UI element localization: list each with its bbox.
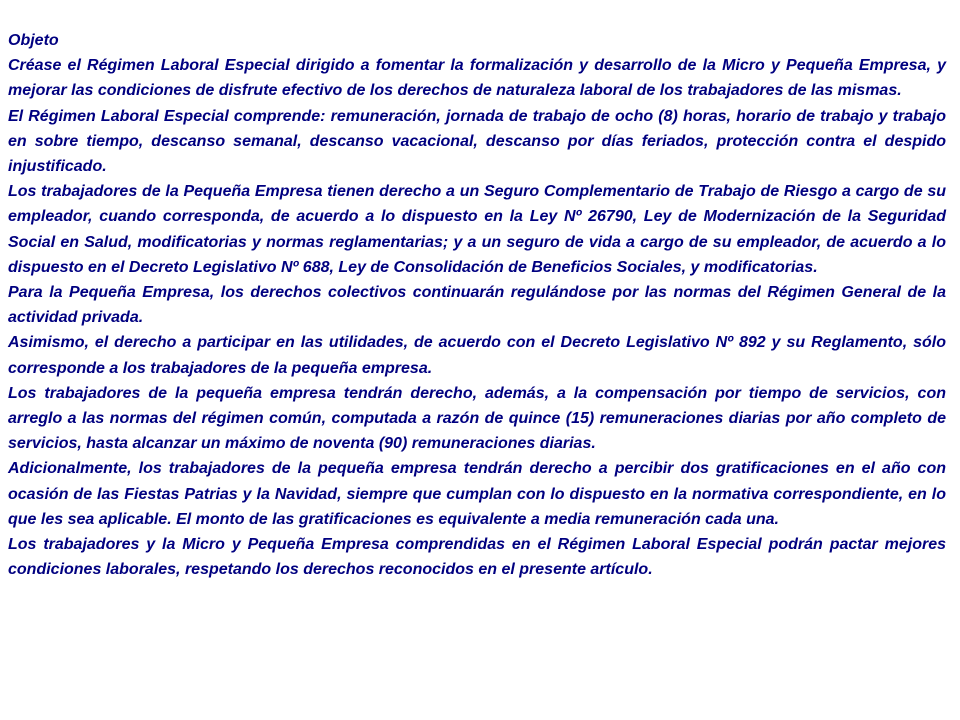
paragraph-4: Para la Pequeña Empresa, los derechos colectivos continuarán regulándose por las normas del Régimen General de la actividad privada. (8, 284, 946, 327)
paragraph-6: Los trabajadores de la pequeña empresa tendrán derecho, además, a la compensación por tiempo de servicios, con arreglo a las normas del régimen común, computada a razón de quince (15) remuneraciones diarias por año completo de servicios, hasta alcanzar un máximo de noventa (90) remuneraciones diarias. (8, 384, 946, 453)
paragraph-3: Los trabajadores de la Pequeña Empresa tienen derecho a un Seguro Complementario de Trabajo de Riesgo a cargo de su empleador, cuando corresponda, de acuerdo a lo dispuesto en la Ley Nº 26790, Ley de Modernización de la Seguridad Social en Salud, modificatorias y normas reglamentarias; y a un seguro de vida a cargo de su empleador, de acuerdo a lo dispuesto en el Decreto Legislativo Nº 688, Ley de Consolidación de Beneficios Sociales, y modificatorias. (8, 183, 946, 276)
paragraph-5: Asimismo, el derecho a participar en las utilidades, de acuerdo con el Decreto Legislativo Nº 892 y su Reglamento, sólo corresponde a los trabajadores de la pequeña empresa. (8, 334, 946, 377)
paragraph-2: El Régimen Laboral Especial comprende: remuneración, jornada de trabajo de ocho (8) horas, horario de trabajo y trabajo en sobre tiempo, descanso semanal, descanso vacacional, descanso por días feriados, protección contra el despido injustificado. (8, 107, 946, 176)
text-body (8, 28, 946, 582)
paragraph-7: Adicionalmente, los trabajadores de la pequeña empresa tendrán derecho a percibir dos gratificaciones en el año con ocasión de las Fiestas Patrias y la Navidad, siempre que cumplan con lo dispuesto en la normativa correspondiente, en lo que les sea aplicable. El monto de las gratificaciones es equivalente a media remuneración cada una. (8, 460, 946, 528)
paragraph-1: Créase el Régimen Laboral Especial dirigido a fomentar la formalización y desarrollo de la Micro y Pequeña Empresa, y mejorar las condiciones de disfrute efectivo de los derechos de naturaleza laboral de los trabajadores de las mismas. (8, 57, 946, 100)
paragraph-8: Los trabajadores y la Micro y Pequeña Empresa comprendidas en el Régimen Laboral Especial podrán pactar mejores condiciones laborales, respetando los derechos reconocidos en el presente artículo. (8, 536, 946, 579)
heading: Objeto (8, 32, 59, 49)
